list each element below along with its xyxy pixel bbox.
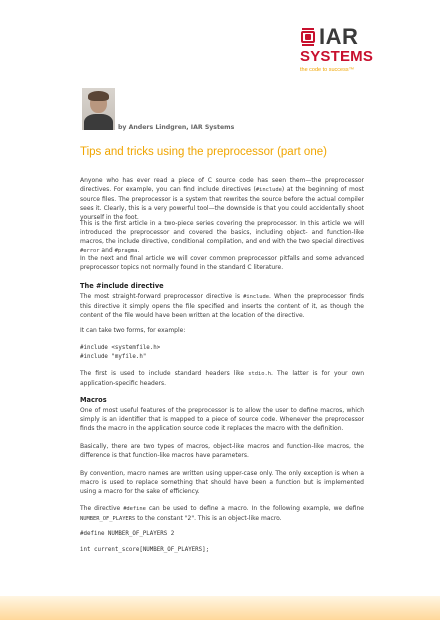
paragraph-macros-intro: One of most useful features of the preprocessor is to allow the user to define macros, which simply is an identifier that is mapped to a piece of source code. Whenever the preprocessor finds the macro in the application source code it replaces the macro with the definition. — [80, 407, 364, 432]
iar-systems-logo — [300, 26, 372, 73]
paragraph-series: This is the first article in a two-piece series covering the preprocessor. In this article we will introduced the preprocessor and covered the basics, including object- and function-like macros, the include directive, conditional compilation, and end with the two special directives #error and #pragma. — [80, 220, 364, 254]
paragraph-headers: The first is used to include standard headers like stdio.h. The latter is for your own application-specific headers. — [80, 370, 364, 387]
logo-tagline: the code to success™ — [300, 67, 355, 73]
author-byline: by Anders Lindgren, IAR Systems — [118, 124, 235, 131]
code-array-declaration: int current_score[NUMBER_OF_PLAYERS]; — [80, 547, 210, 553]
paragraph-macro-types: Basically, there are two types of macros, object-like macros and function-like macros, the difference is that function-like macros have parameters. — [80, 443, 364, 459]
heading-macros: Macros — [80, 396, 107, 404]
logo-iar-text: IAR — [319, 24, 359, 49]
code-block-include: #include <systemfile.h> #include "myfile.h" — [80, 345, 161, 360]
paragraph-define: The directive #define can be used to define a macro. In the following example, we define NUMBER_OF_PLAYERS to the constant "2". This is an object-like macro. — [80, 505, 364, 522]
author-photo — [82, 88, 115, 130]
logo-systems-text: SYSTEMS — [300, 48, 374, 65]
heading-include-directive: The #include directive — [80, 282, 164, 290]
paragraph-macro-convention: By convention, macro names are written using upper-case only. The only exception is when a macro is used to replace something that should have been a function but is implemented using a macro for the sake of efficiency. — [80, 470, 364, 495]
paragraph-next-article: In the next and final article we will cover common preprocessor pitfalls and some advanced preprocessor topics not normally found in the standard C literature. — [80, 255, 364, 271]
paragraph-two-forms: It can take two forms, for example: — [80, 327, 186, 334]
paragraph-intro: Anyone who has ever read a piece of C source code has seen them—the preprocessor directives. For example, you can find include directives (#include) at the beginning of most source files. The preprocessor is a system that rewrites the source before the actual compiler sees it. Clearly, this is a very powerful tool—the downside is that you could accidentally shoot yourself in the foot. — [80, 177, 365, 221]
iar-chip-icon — [300, 28, 316, 46]
article-title: Tips and tricks using the preprocessor (part one) — [80, 146, 327, 158]
code-define: #define NUMBER_OF_PLAYERS 2 — [80, 531, 175, 537]
footer-band — [0, 596, 440, 620]
paragraph-include: The most straight-forward preprocessor directive is #include. When the preprocessor finds this directive it simply opens the file specified and inserts the content of it, as though the content of the file would have been written at the location of the directive. — [80, 293, 364, 319]
